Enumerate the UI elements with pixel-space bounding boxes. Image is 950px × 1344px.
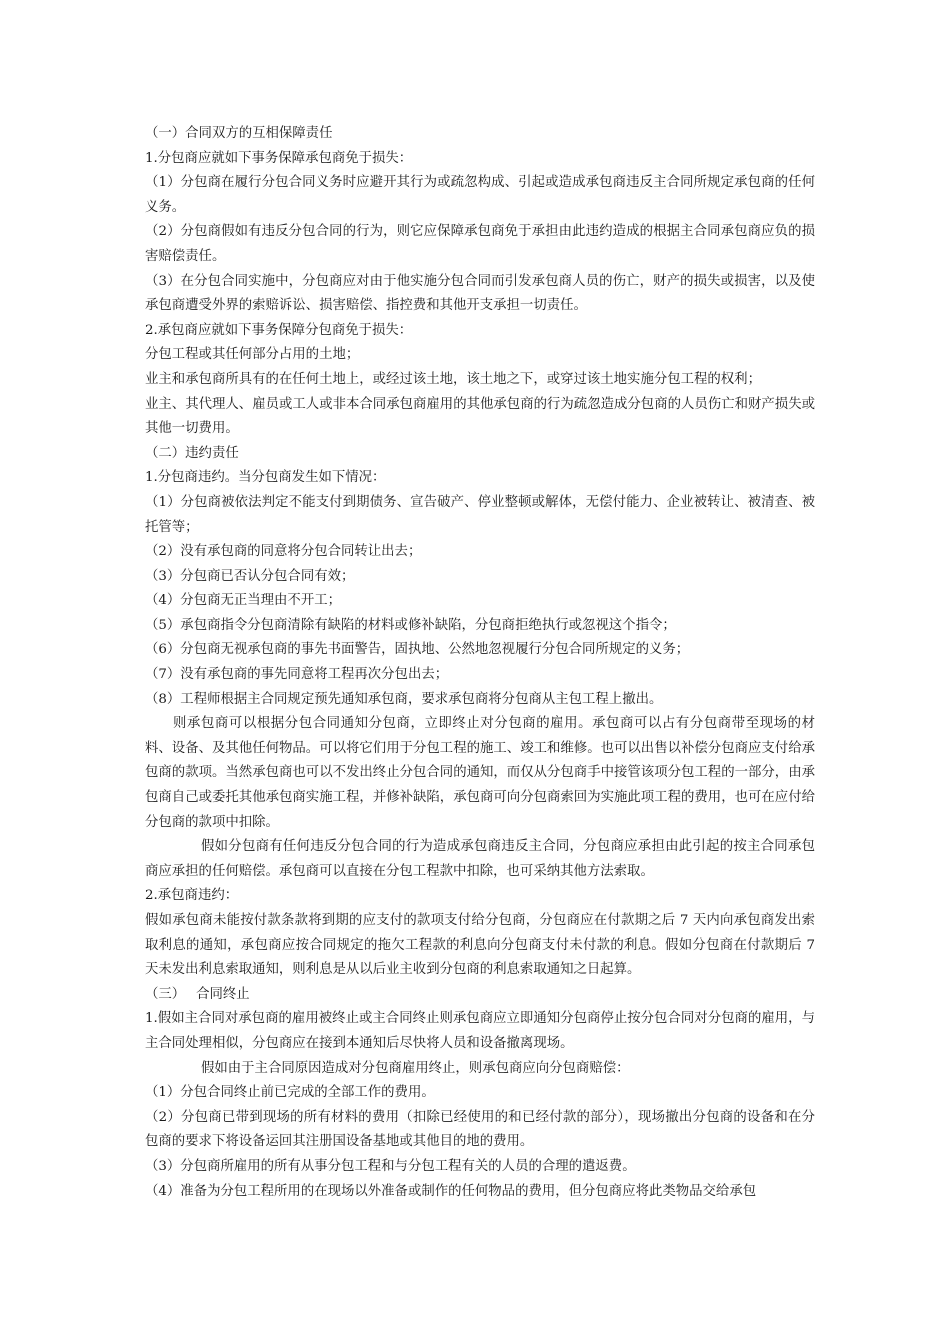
paragraph: 假如由于主合同原因造成对分包商雇用终止，则承包商应向分包商赔偿： [201,1060,630,1076]
paragraph: （1）分包商被依法判定不能支付到期债务、宣告破产、停业整顿或解体，无偿付能力、企业被转让、被清查、被托管等； [145,494,815,535]
paragraph: （4）分包商无正当理由不开工； [145,593,341,609]
paragraph: （一）合同双方的互相保障责任 [145,126,333,141]
paragraph: 分包工程或其任何部分占用的土地； [145,347,360,363]
paragraph: （7）没有承包商的事先同意将工程再次分包出去； [145,667,449,683]
paragraph: 则承包商可以根据分包合同通知分包商，立即终止对分包商的雇用。承包商可以占有分包商带至现场的材料、设备、及其他任何物品。可以将它们用于分包工程的施工、竣工和维修。也可以出售以补偿分包商应支付给承包商的款项。当然承包商也可以不发出终止分包合同的通知，而仅从分包商手中接管该项分包工程的一部分，由承包商自己或委托其他承包商实施工程，并修补缺陷，承包商可向分包商索回为实施此项工程的费用，也可在应付给分包商的款项中扣除。 [145,716,815,830]
paragraph: 业主和承包商所具有的在任何土地上，或经过该土地，该土地之下，或穿过该土地实施分包工程的权利； [145,371,761,387]
paragraph: 假如分包商有任何违反分包合同的行为造成承包商违反主合同，分包商应承担由此引起的按主合同承包商应承担的任何赔偿。承包商可以直接在分包工程款中扣除，也可采纳其他方法索取。 [145,839,815,879]
paragraph: （3）分包商已否认分包合同有效； [145,568,355,584]
paragraph: 1.分包商违约。当分包商发生如下情况： [145,470,386,486]
paragraph: （2）分包商假如有违反分包合同的行为，则它应保障承包商免于承担由此违约造成的根据主合同承包商应负的损害赔偿责任。 [145,224,815,264]
paragraph: 业主、其代理人、雇员或工人或非本合同承包商雇用的其他承包商的行为疏忽造成分包商的人员伤亡和财产损失或其他一切费用。 [145,396,815,437]
paragraph: （6）分包商无视承包商的事先书面警告，固执地、公然地忽视履行分包合同所规定的义务； [145,642,690,658]
paragraph: （2）没有承包商的同意将分包合同转让出去； [145,544,422,560]
paragraph: （3）在分包合同实施中，分包商应对由于他实施分包合同而引发承包商人员的伤亡，财产的损失或损害，以及使承包商遭受外界的索赔诉讼、损害赔偿、指控费和其他开支承担一切责任。 [145,273,815,314]
paragraph: （二）违约责任 [145,445,239,461]
document-body [145,122,815,1204]
paragraph: 2.承包商违约： [145,888,239,904]
paragraph: （三） 合同终止 [145,986,250,1002]
paragraph: （8）工程师根据主合同规定预先通知承包商，要求承包商将分包商从主包工程上撤出。 [145,691,663,707]
paragraph: （1）分包商在履行分包合同义务时应避开其行为或疏忽构成、引起或造成承包商违反主合同所规定承包商的任何义务。 [145,175,815,215]
paragraph: （4）准备为分包工程所用的在现场以外准备或制作的任何物品的费用，但分包商应将此类物品交给承包 [145,1183,757,1199]
paragraph: （2）分包商已带到现场的所有材料的费用（扣除已经使用的和已经付款的部分），现场撤出分包商的设备和在分包商的要求下将设备运回其注册国设备基地或其他目的地的费用。 [145,1109,815,1150]
paragraph: 1.假如主合同对承包商的雇用被终止或主合同终止则承包商应立即通知分包商停止按分包合同对分包商的雇用，与主合同处理相似，分包商应在接到本通知后尽快将人员和设备撤离现场。 [145,1011,815,1051]
paragraph: （5）承包商指令分包商清除有缺陷的材料或修补缺陷，分包商拒绝执行或忽视这个指令； [145,617,676,633]
paragraph: 1.分包商应就如下事务保障承包商免于损失： [145,150,413,166]
paragraph: （1）分包合同终止前已完成的全部工作的费用。 [145,1085,435,1101]
paragraph: （3）分包商所雇用的所有从事分包工程和与分包工程有关的人员的合理的遣返费。 [145,1158,636,1174]
paragraph: 假如承包商未能按付款条款将到期的应支付的款项支付给分包商，分包商应在付款期之后 7 天内向承包商发出索取利息的通知，承包商应按合同规定的拖欠工程款的利息向分包商支付未付款的利息。假如分包商在付款期后 7 天未发出利息索取通知，则利息是从以后业主收到分包商的利息索取通知之日起算。 [145,913,815,978]
paragraph: 2.承包商应就如下事务保障分包商免于损失： [145,322,413,338]
